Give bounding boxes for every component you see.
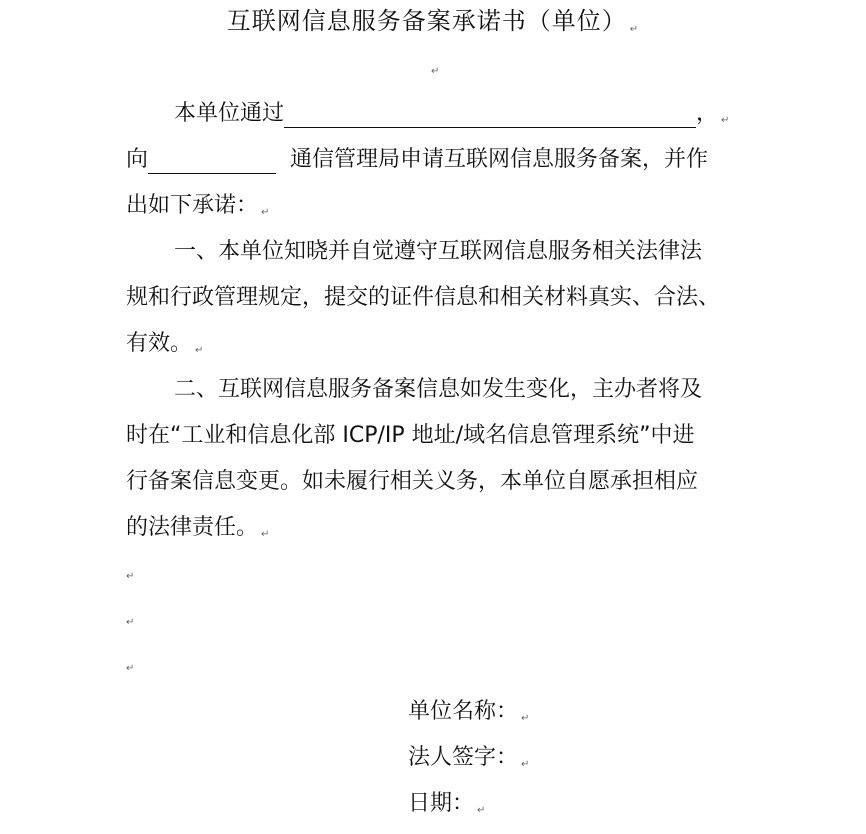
intro-line-3-text: 出如下承诺：: [126, 193, 259, 218]
paragraph-mark-icon: ↵: [721, 115, 730, 126]
unit-name-signature-line: [408, 689, 529, 735]
legal-person-signature-line: [408, 735, 529, 781]
paragraph-mark-icon: ↵: [521, 759, 530, 770]
intro-line-2: [126, 137, 738, 183]
unit-name-label: 单位名称：: [408, 699, 519, 724]
document-title: [0, 4, 866, 38]
paragraph-mark-icon: ↵: [195, 345, 204, 356]
clause-2-line-3: 行备案信息变更。如未履行相关义务，本单位自愿承担相应: [126, 469, 699, 494]
channel-fill-blank[interactable]: [284, 99, 696, 128]
authority-fill-blank[interactable]: [148, 145, 276, 174]
paragraph-mark-icon: ↵: [629, 24, 640, 35]
intro-line-2-suffix: 通信管理局申请互联网信息服务备案，并作: [290, 147, 709, 172]
clause-2-line-1: 二、互联网信息服务备案信息如发生变化，主办者将及: [174, 377, 703, 402]
paragraph-mark-icon: ↵: [261, 207, 270, 218]
clause-1-line-1: 一、本单位知晓并自觉遵守互联网信息服务相关法律法: [174, 239, 703, 264]
clause-1-line-3: [126, 321, 738, 367]
clause-2-line-2: 时在“工业和信息化部 ICP/IP 地址/域名信息管理系统”中进: [126, 423, 695, 448]
paragraph-mark-icon: ↵: [261, 529, 270, 540]
paragraph-mark-icon: ↵: [477, 805, 486, 816]
intro-line-1-suffix: ，: [696, 101, 719, 126]
title-text: 互联网信息服务备案承诺书（单位）: [226, 7, 627, 35]
paragraph-mark-icon: ↵: [126, 571, 135, 582]
intro-line-1-prefix: 本单位通过: [174, 101, 285, 126]
paragraph-mark-icon: ↵: [126, 617, 135, 628]
intro-line-3: [126, 183, 738, 229]
intro-line-1: [174, 91, 738, 137]
clause-2-line-4-text: 的法律责任。: [126, 515, 259, 540]
clause-2-line-4: [126, 505, 738, 551]
legal-person-label: 法人签字：: [408, 745, 519, 770]
intro-line-2-prefix: 向: [126, 147, 149, 172]
date-signature-line: [408, 781, 485, 827]
paragraph-mark-icon: ↵: [521, 713, 530, 724]
paragraph-mark-icon: ↵: [126, 663, 135, 674]
clause-1-line-2: 规和行政管理规定，提交的证件信息和相关材料真实、合法、: [126, 285, 721, 310]
clause-1-line-3-text: 有效。: [126, 331, 193, 356]
date-label: 日期：: [408, 791, 475, 816]
paragraph-mark-icon: ↵: [431, 66, 440, 77]
